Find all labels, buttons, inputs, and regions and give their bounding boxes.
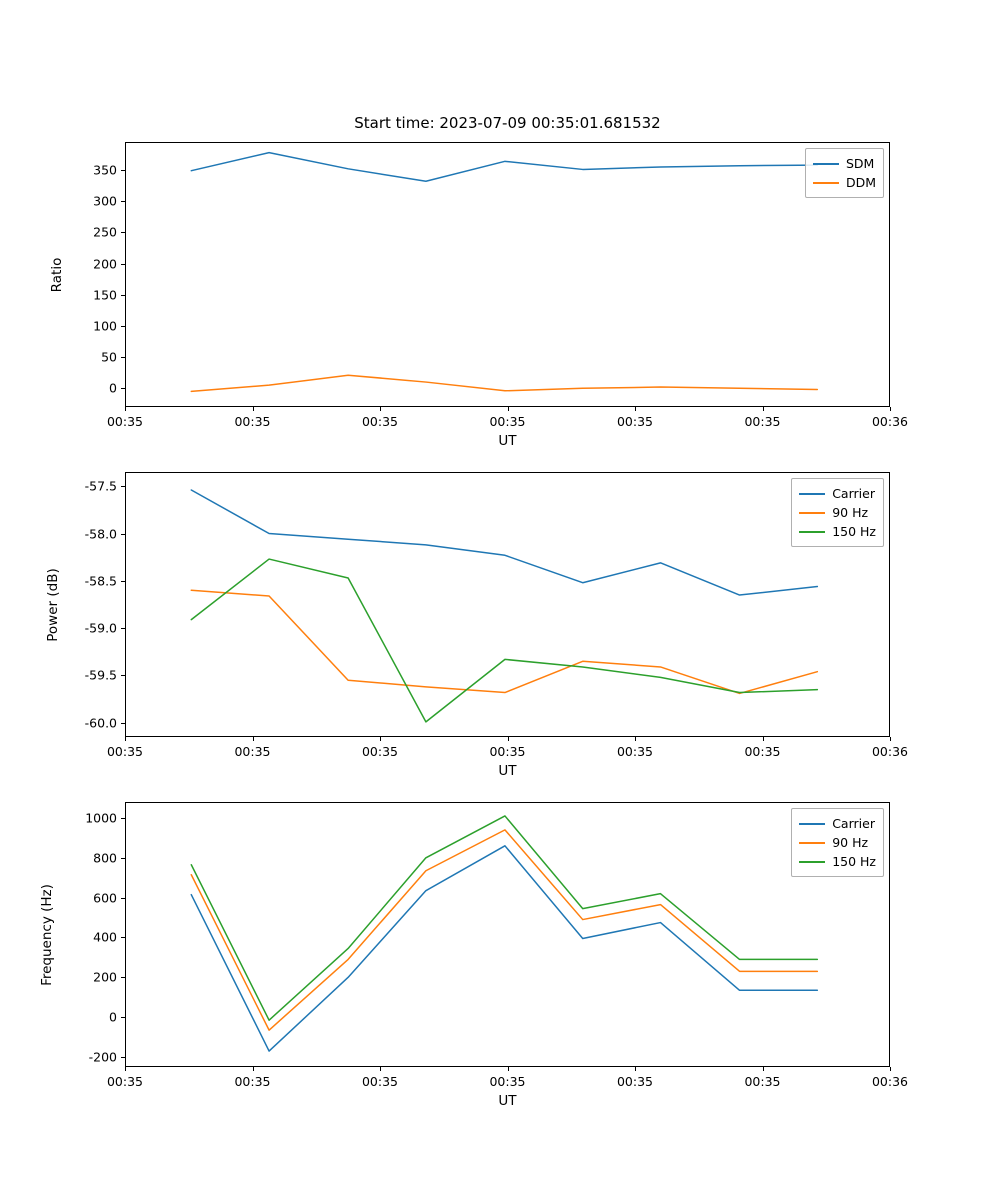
x-tick-mark [763, 1067, 764, 1071]
y-tick-label: -59.0 [84, 620, 117, 636]
x-tick-mark [508, 737, 509, 741]
legend-label: Carrier [832, 486, 875, 501]
legend-color-swatch [799, 842, 825, 844]
y-tick-label: -60.0 [84, 715, 117, 731]
y-tick-label: 50 [101, 349, 117, 365]
legend-color-swatch [799, 512, 825, 514]
x-tick-label: 00:35 [234, 744, 271, 759]
y-tick-mark [121, 977, 125, 978]
x-tick-mark [890, 1067, 891, 1071]
ratio-x-axis-label: UT [498, 433, 517, 449]
x-tick-label: 00:36 [871, 744, 909, 759]
legend-color-swatch [799, 493, 825, 495]
frequency-y-axis-label: Frequency (Hz) [39, 883, 55, 986]
power-panel [45, 472, 909, 779]
series-line [191, 590, 817, 693]
x-tick-label: 00:35 [234, 1074, 271, 1089]
x-tick-mark [635, 737, 636, 741]
x-tick-mark [508, 1067, 509, 1071]
y-tick-label: 1000 [85, 810, 117, 826]
y-tick-mark [121, 232, 125, 233]
x-tick-label: 00:35 [489, 1074, 526, 1089]
x-tick-label: 00:35 [616, 414, 654, 429]
frequency-x-axis-label: UT [498, 1093, 517, 1109]
y-tick-label: -57.5 [84, 478, 117, 494]
legend-item [799, 852, 876, 871]
ratio-series-layer [125, 142, 890, 407]
x-tick-label: 00:35 [106, 744, 144, 759]
x-tick-mark [253, 407, 254, 411]
series-line [191, 153, 817, 182]
y-tick-label: -58.0 [84, 526, 117, 542]
power-y-axis-label: Power (dB) [45, 567, 61, 642]
legend-color-swatch [799, 823, 825, 825]
x-tick-mark [508, 407, 509, 411]
x-tick-label: 00:35 [361, 414, 399, 429]
legend-item [799, 503, 876, 522]
frequency-panel [39, 802, 909, 1109]
x-tick-label: 00:36 [871, 414, 909, 429]
y-tick-label: 250 [93, 224, 117, 240]
legend-item [813, 154, 876, 173]
x-tick-label: 00:35 [489, 414, 526, 429]
x-tick-mark [763, 737, 764, 741]
y-tick-mark [121, 486, 125, 487]
ratio-y-axis-label: Ratio [49, 257, 65, 292]
x-tick-mark [380, 737, 381, 741]
legend-label: 150 Hz [832, 524, 876, 539]
x-tick-label: 00:36 [871, 1074, 909, 1089]
y-tick-label: -59.5 [84, 667, 117, 683]
y-tick-mark [121, 628, 125, 629]
y-tick-mark [121, 295, 125, 296]
power-series-layer [125, 472, 890, 737]
x-tick-label: 00:35 [234, 414, 271, 429]
y-tick-mark [121, 937, 125, 938]
y-tick-mark [121, 264, 125, 265]
y-tick-mark [121, 898, 125, 899]
x-tick-label: 00:35 [361, 744, 399, 759]
series-line [191, 830, 817, 1030]
legend-color-swatch [799, 861, 825, 863]
legend-label: 90 Hz [832, 505, 869, 520]
y-tick-label: 200 [93, 256, 117, 272]
legend-label: 150 Hz [832, 854, 876, 869]
legend-item [799, 484, 876, 503]
x-tick-mark [125, 737, 126, 741]
y-tick-label: -200 [88, 1049, 117, 1065]
legend-color-swatch [813, 163, 839, 165]
y-tick-label: 350 [93, 162, 117, 178]
y-tick-mark [121, 1017, 125, 1018]
legend-color-swatch [799, 531, 825, 533]
y-tick-mark [121, 534, 125, 535]
x-tick-mark [890, 737, 891, 741]
legend-label: Carrier [832, 816, 875, 831]
legend-color-swatch [813, 182, 839, 184]
x-tick-label: 00:35 [616, 744, 654, 759]
x-tick-mark [253, 1067, 254, 1071]
series-line [191, 559, 817, 722]
y-tick-label: 0 [109, 380, 117, 396]
legend-label: SDM [845, 156, 875, 171]
x-tick-mark [763, 407, 764, 411]
y-tick-label: 600 [93, 890, 117, 906]
y-tick-mark [121, 723, 125, 724]
y-tick-mark [121, 675, 125, 676]
legend-item [799, 522, 876, 541]
series-line [191, 375, 817, 391]
x-tick-label: 00:35 [361, 1074, 399, 1089]
x-tick-mark [125, 1067, 126, 1071]
series-line [191, 846, 817, 1051]
power-x-axis-label: UT [498, 763, 517, 779]
x-tick-mark [253, 737, 254, 741]
y-tick-label: 200 [93, 969, 117, 985]
y-tick-mark [121, 858, 125, 859]
x-tick-label: 00:35 [744, 1074, 781, 1089]
x-tick-label: 00:35 [106, 1074, 144, 1089]
y-tick-label: 100 [93, 318, 117, 334]
power-legend [791, 478, 884, 547]
page-title: Start time: 2023-07-09 00:35:01.681532 [354, 114, 661, 132]
y-tick-mark [121, 170, 125, 171]
x-tick-mark [380, 407, 381, 411]
y-tick-label: 800 [93, 850, 117, 866]
y-tick-mark [121, 201, 125, 202]
y-tick-label: 0 [109, 1009, 117, 1025]
x-tick-label: 00:35 [489, 744, 526, 759]
y-tick-mark [121, 818, 125, 819]
x-tick-mark [890, 407, 891, 411]
y-tick-label: 400 [93, 929, 117, 945]
ratio-legend [805, 148, 884, 198]
y-tick-mark [121, 388, 125, 389]
x-tick-label: 00:35 [616, 1074, 654, 1089]
ratio-panel [49, 114, 909, 449]
legend-item [799, 833, 876, 852]
legend-label: DDM [845, 175, 876, 190]
y-tick-mark [121, 357, 125, 358]
y-tick-label: -58.5 [84, 573, 117, 589]
frequency-series-layer [125, 802, 890, 1067]
x-tick-label: 00:35 [106, 414, 144, 429]
series-line [191, 490, 817, 595]
y-tick-label: 150 [93, 287, 117, 303]
y-tick-mark [121, 1057, 125, 1058]
frequency-legend [791, 808, 884, 877]
x-tick-label: 00:35 [744, 414, 781, 429]
y-tick-mark [121, 326, 125, 327]
legend-label: 90 Hz [832, 835, 869, 850]
legend-item [799, 814, 876, 833]
x-tick-mark [125, 407, 126, 411]
x-tick-mark [635, 407, 636, 411]
y-tick-mark [121, 581, 125, 582]
x-tick-mark [380, 1067, 381, 1071]
x-tick-mark [635, 1067, 636, 1071]
y-tick-label: 300 [93, 193, 117, 209]
x-tick-label: 00:35 [744, 744, 781, 759]
legend-item [813, 173, 876, 192]
